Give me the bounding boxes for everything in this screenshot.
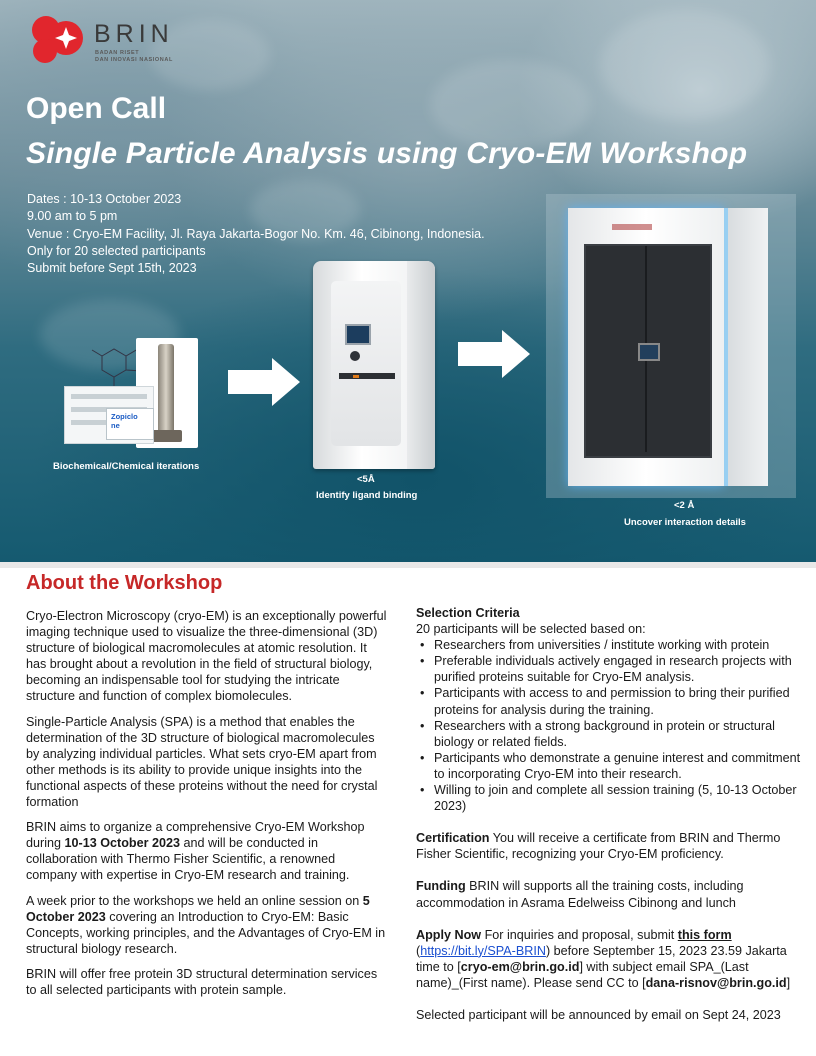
funding-section: Funding BRIN will supports all the training costs, including accommodation in Asrama Edelweiss Cibinong and lunch — [416, 879, 744, 910]
form-link[interactable]: this form — [677, 927, 732, 942]
about-heading: About the Workshop — [26, 572, 223, 594]
contact-email: cryo-em@brin.go.id — [460, 959, 580, 974]
brin-logo-mark-icon — [28, 14, 84, 64]
about-paragraph-workshop: BRIN aims to organize a comprehensive Cryo-EM Workshop during 10-13 October 2023 and will be conducted in collaboration with Thermo Fisher Scientific, a renowned company with expertise in Cryo-EM research and training. — [26, 820, 365, 883]
certification-section: Certification You will receive a certificate from BRIN and Thermo Fisher Scientific, recognizing your Cryo-EM proficiency. — [416, 831, 781, 862]
list-item: • Willing to join and complete all session training (5, 10-13 October 2023) — [434, 782, 808, 814]
cryo-em-instrument-small — [313, 261, 435, 469]
list-item: • Researchers from universities / institute working with protein — [434, 637, 808, 653]
about-paragraph-services: BRIN will offer free protein 3D structural determination services to all selected participants with protein sample. — [26, 966, 378, 997]
registration-url-link[interactable]: https://bit.ly/SPA-BRIN — [420, 943, 546, 958]
divider — [0, 562, 816, 568]
event-venue: Venue : Cryo-EM Facility, Jl. Raya Jakarta-Bogor No. Km. 46, Cibinong, Indonesia. — [27, 226, 485, 241]
announcement: Selected participant will be announced by email on Sept 24, 2023 — [416, 1007, 781, 1022]
about-column — [26, 608, 388, 1007]
criteria-column — [416, 605, 808, 1023]
brand-subtitle-line2: DAN INOVASI NASIONAL — [95, 57, 173, 63]
list-item: • Participants who demonstrate a genuine interest and commitment to incorporating Cryo-EM into their research. — [434, 750, 808, 782]
stage3-label: Uncover interaction details — [624, 517, 746, 528]
list-item: • Preferable individuals actively engaged in research projects with purified proteins suitable for Cryo-EM analysis. — [434, 653, 808, 685]
brin-logo — [28, 14, 198, 64]
event-deadline: Submit before Sept 15th, 2023 — [27, 261, 197, 276]
event-hours: 9.00 am to 5 pm — [27, 209, 118, 224]
page-title: Open Call — [26, 92, 167, 125]
instrument-screen — [638, 343, 660, 361]
stage1-label: Biochemical/Chemical iterations — [53, 461, 200, 472]
selection-intro: 20 participants will be selected based on: — [416, 622, 646, 637]
about-paragraph-online-session: A week prior to the workshops we held an online session on 5 October 2023 covering an Introduction to Cryo-EM: Basic Concepts, working principles, and the Advantages of Cryo-EM in structural biology research. — [26, 893, 386, 956]
workshop-title: Single Particle Analysis using Cryo-EM Workshop — [26, 137, 748, 170]
arrow-right-icon — [228, 358, 300, 406]
stage2-resolution: <5Å — [357, 474, 375, 485]
event-dates: Dates : 10-13 October 2023 — [27, 192, 182, 206]
selection-list — [416, 637, 808, 814]
selection-heading: Selection Criteria — [416, 606, 520, 620]
stage3-resolution: <2 Å — [674, 500, 695, 511]
about-paragraph-spa: Single-Particle Analysis (SPA) is a method that enables the determination of the 3D structure of biological macromolecules by analyzing individual particles. What sets cryo-EM apart from other methods is its ability to provide unique insights into the functional aspects of these proteins without the need for crystal formation — [26, 714, 378, 810]
brand-name: BRIN — [94, 20, 174, 48]
stage2-label: Identify ligand binding — [316, 490, 418, 501]
chemistry-illustration — [62, 336, 212, 456]
compound-card: Zopiclo ne — [106, 408, 154, 440]
instrument-screen — [345, 324, 371, 345]
list-item: • Participants with access to and permission to bring their purified proteins for analysis during the training. — [434, 685, 808, 717]
brand-subtitle-line1: BADAN RISET — [95, 50, 140, 56]
cryo-em-instrument-large — [546, 194, 796, 498]
event-capacity: Only for 20 selected participants — [27, 243, 206, 258]
arrow-right-icon — [458, 330, 530, 378]
list-item: • Researchers with a strong background in protein or structural biology or related fields. — [434, 718, 808, 750]
about-paragraph-cryo-em: Cryo-Electron Microscopy (cryo-EM) is an exceptionally powerful imaging technique used to visualize the three-dimensional (3D) structure of biological macromolecules at atomic resolution. It has brought about a revolution in the field of structural biology, becoming an indispensable tool for studying the intricate structure and function of complex biomolecules. — [26, 609, 387, 704]
apply-section: Apply Now For inquiries and proposal, submit this form (https://bit.ly/SPA-BRIN) before September 15, 2023 23.59 Jakarta time to [cryo-em@brin.go.id] with subject email SPA_(Last name)_(First name). Please send CC to [dana-risnov@brin.go.id] — [416, 927, 791, 990]
cc-email: dana-risnov@brin.go.id — [645, 975, 787, 990]
